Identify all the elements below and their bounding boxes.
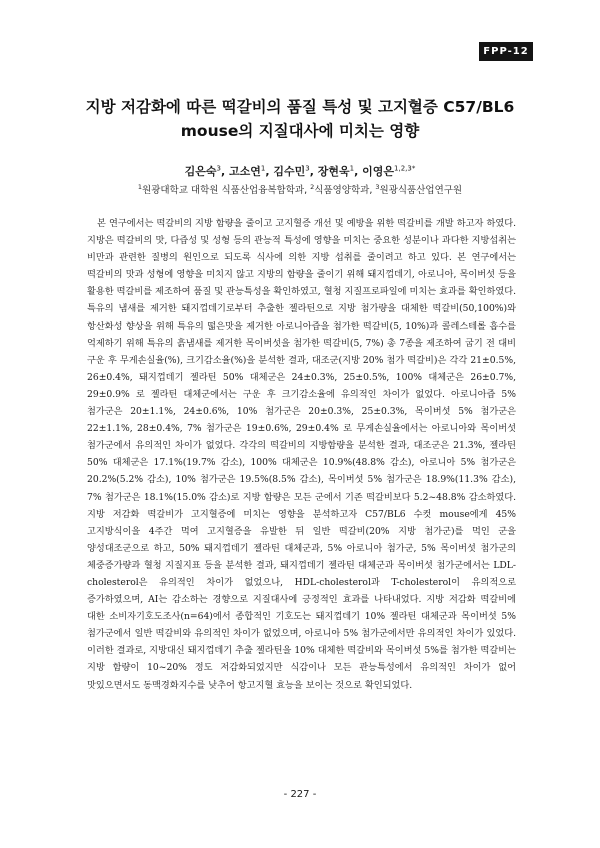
affiliation: $^1$원광대학교 대학원 식품산업융복합학과,	[137, 183, 311, 197]
affiliations	[40, 180, 560, 198]
title-line-1: 지방 저감화에 따른 떡갈비의 품질 특성 및 고지혈증 C57/BL6	[85, 98, 515, 116]
affiliation: $^2$식품영양학과,	[310, 183, 376, 197]
paper-title	[40, 95, 560, 143]
author: 김수민$^3$,	[273, 164, 318, 178]
title-line-2: mouse의 지질대사에 미치는 영향	[180, 122, 420, 140]
author: 김은숙$^3$,	[184, 164, 230, 178]
page-number: - 227 -	[283, 789, 317, 800]
session-badge: FPP-12	[479, 42, 533, 61]
abstract-body: 본 연구에서는 떡갈비의 지방 함량을 줄이고 고지혈증 개선 및 예방을 위한 떡갈비를 개발 하고자 하였다. 지방은 떡갈비의 맛, 다즙성 및 성형 등의 관능적 특성에 영향을 미치는 중요한 성분이나 과다한 지방섭취는 비만과 관련한 질병의 원인으로 되도록 식사에 의한 지방 섭취를 줄이려고 하고 있다. 본 연구에서는 떡갈비의 맛과 성형에 영향을 미치지 않고 지방의 함량을 줄이기 위해 돼지껍데기, 아로니아, 목이버섯 등을 활용한 떡갈비를 제조하여 품질 및 관능특성을 확인하였고, 혈청 지질프로파일에 미치는 효과를 확인하였다. 특유의 냄새를 제거한 돼지껍데기로부터 추출한 젤라틴으로 지방 첨가량을 대체한 떡갈비(50,100%)와 항산화성 향상을 위해 특유의 떫은맛을 제거한 아로니아즙을 첨가한 떡갈비(5, 10%)과 콜레스테롤 흡수를 억제하기 위해 특유의 흙냄새를 제거한 목이버섯을 첨가한 떡갈비(5, 7%) 총 7종을 제조하여 굽기 전 대비 구운 후 무게손실율(%), 크기감소율(%)을 분석한 결과, 대조군(지방 20% 첨가 떡갈비)은 각각 21±0.5%, 26±0.4%, 돼지껍데기 젤라틴 50% 대체군은 24±0.3%, 25±0.5%, 100% 대체군은 26±0.7%, 29±0.9% 로 젤라틴 대체군에서는 구운 후 크기감소율에 유의적인 차이가 없었다. 아로니아즙 5% 첨가군은 20±1.1%, 24±0.6%, 10% 첨가군은 20±0.3%, 25±0.3%, 목이버섯 5% 첨가군은 22±1.1%, 28±0.4%, 7% 첨가군은 19±0.6%, 29±0.4% 로 무게손실율에서는 아로니아와 목이버섯 첨가군에서 유의적인 차이가 없었다. 각각의 떡갈비의 지방함량을 분석한 결과, 대조군은 21.3%, 젤라틴 50% 대체군은 17.1%(19.7% 감소), 100% 대체군은 10.9%(48.8% 감소), 아로니아 5% 첨가군은 20.2%(5.2% 감소), 10% 첨가군은 19.5%(8.5% 감소), 목이버섯 5% 첨가군은 18.9%(11.3% 감소), 7% 첨가군은 18.1%(15.0% 감소)로 지방 함량은 모든 군에서 기존 떡갈비보다 5.2~48.8% 감소하였다. 지방 저감화 떡갈비가 고지혈증에 미치는 영향을 분석하고자 C57/BL6 수컷 mouse에게 45% 고지방식이을 4주간 먹여 고지혈증을 유발한 뒤 일반 떡갈비(20% 지방 첨가군)를 먹인 군을 양성대조군으로 하고, 50% 돼지껍데기 젤라틴 대체군과, 5% 아로니아 첨가군, 5% 목이버섯 첨가군의 체중증가량과 혈청 지질지표 등을 분석한 결과, 돼지껍데기 젤라틴 대체군과 목이버섯 첨가군에서는 LDL-cholesterol은 유의적인 차이가 없었으나, HDL-cholesterol과 T-cholesterol이 유의적으로 증가하였으며, AI는 감소하는 경향으로 지질대사에 긍정적인 효과를 나타내었다. 지방 저감화 떡갈비에 대한 소비자기호도조사(n=64)에서 종합적인 기호도는 돼지껍데기 10% 젤라틴 대체군과 목이버섯 5% 첨가군에서 일반 떡갈비와 유의적인 차이가 없었으며, 아로니아 5% 첨가군에서만 유의적인 차이가 있었다. 이러한 결과로, 지방대신 돼지껍데기 추출 젤라틴을 10% 대체한 떡갈비와 목이버섯 5%를 첨가한 떡갈비는 지방 함량이 10~20% 정도 저감화되었지만 식감이나 모든 관능특성에서 유의적인 차이가 없어 맛있으면서도 동맥경화지수를 낮추어 항고지혈 효능을 보이는 것으로 확인되었다.	[87, 218, 516, 691]
affiliation: $^3$원광식품산업연구원	[375, 183, 463, 197]
author-list	[40, 160, 560, 180]
author: 고소연$^1$,	[229, 164, 274, 178]
author: 이영은$^{1,2,3*}$	[362, 164, 416, 178]
author: 장현욱$^1$,	[317, 164, 363, 178]
